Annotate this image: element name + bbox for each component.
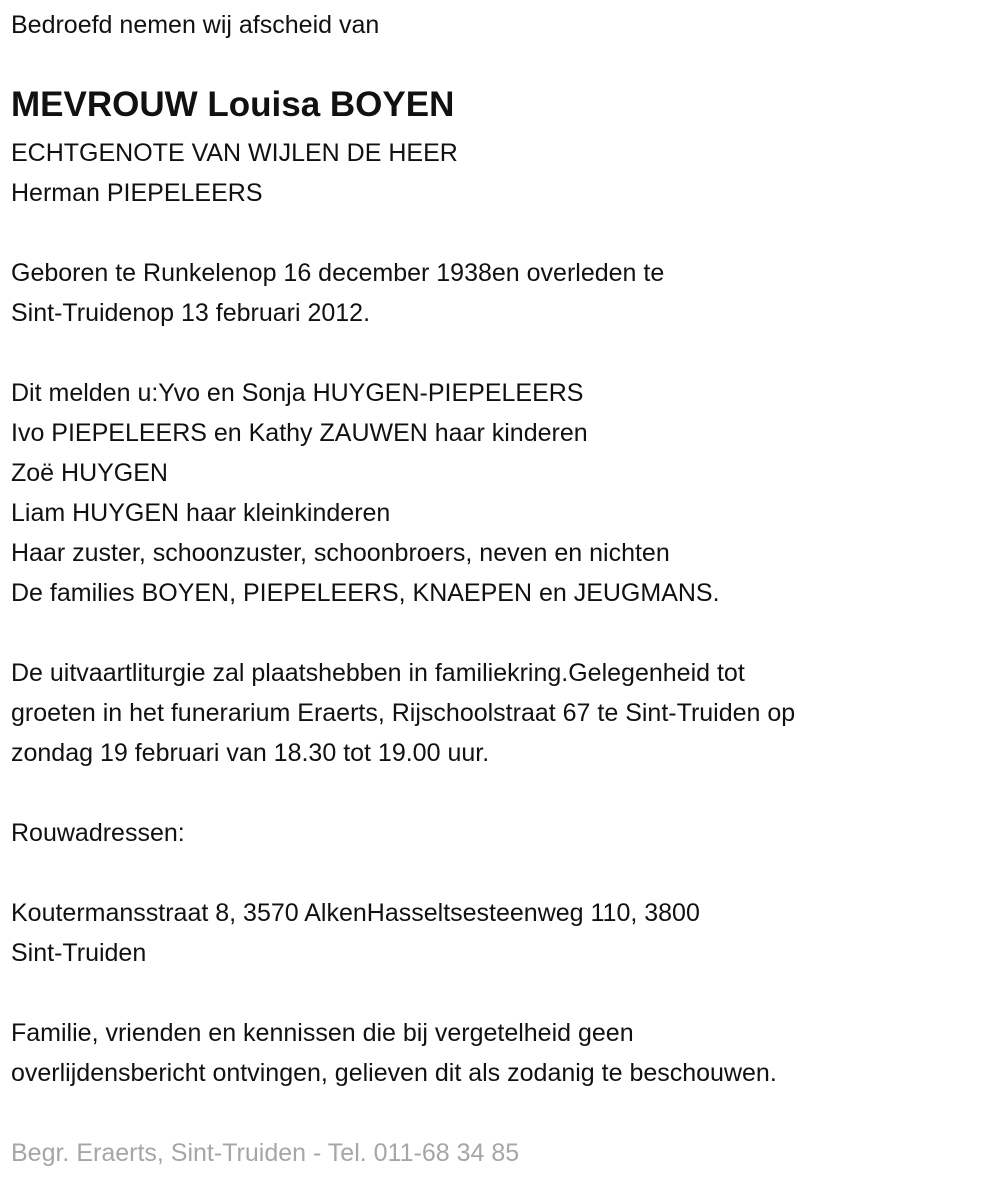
deceased-name: MEVROUW Louisa BOYEN <box>11 85 455 124</box>
family-line: Ivo PIEPELEERS en Kathy ZAUWEN haar kinderen <box>11 419 588 447</box>
spouse-line: ECHTGENOTE VAN WIJLEN DE HEER <box>11 139 458 167</box>
spouse-line: Herman PIEPELEERS <box>11 179 263 207</box>
notice-line: overlijdensbericht ontvingen, gelieven dit als zodanig te beschouwen. <box>11 1059 777 1087</box>
family-line: Haar zuster, schoonzuster, schoonbroers, neven en nichten <box>11 539 670 567</box>
birth-death-line: Sint-Truidenop 13 februari 2012. <box>11 299 371 327</box>
funeral-line: zondag 19 februari van 18.30 tot 19.00 uur. <box>11 739 490 767</box>
address-line: Sint-Truiden <box>11 939 147 967</box>
intro-text: Bedroefd nemen wij afscheid van <box>11 11 380 39</box>
family-line: De families BOYEN, PIEPELEERS, KNAEPEN en JEUGMANS. <box>11 579 720 607</box>
family-line: Liam HUYGEN haar kleinkinderen <box>11 499 391 527</box>
footer-credit: Begr. Eraerts, Sint-Truiden - Tel. 011-68 34 85 <box>11 1139 520 1167</box>
funeral-line: groeten in het funerarium Eraerts, Rijschoolstraat 67 te Sint-Truiden op <box>11 699 796 727</box>
birth-death-line: Geboren te Runkelenop 16 december 1938en overleden te <box>11 259 665 287</box>
addresses-label: Rouwadressen: <box>11 819 185 847</box>
family-line: Dit melden u:Yvo en Sonja HUYGEN-PIEPELEERS <box>11 379 584 407</box>
family-line: Zoë HUYGEN <box>11 459 168 487</box>
notice-line: Familie, vrienden en kennissen die bij vergetelheid geen <box>11 1019 634 1047</box>
address-line: Koutermansstraat 8, 3570 AlkenHasseltsesteenweg 110, 3800 <box>11 899 700 927</box>
funeral-line: De uitvaartliturgie zal plaatshebben in familiekring.Gelegenheid tot <box>11 659 745 687</box>
